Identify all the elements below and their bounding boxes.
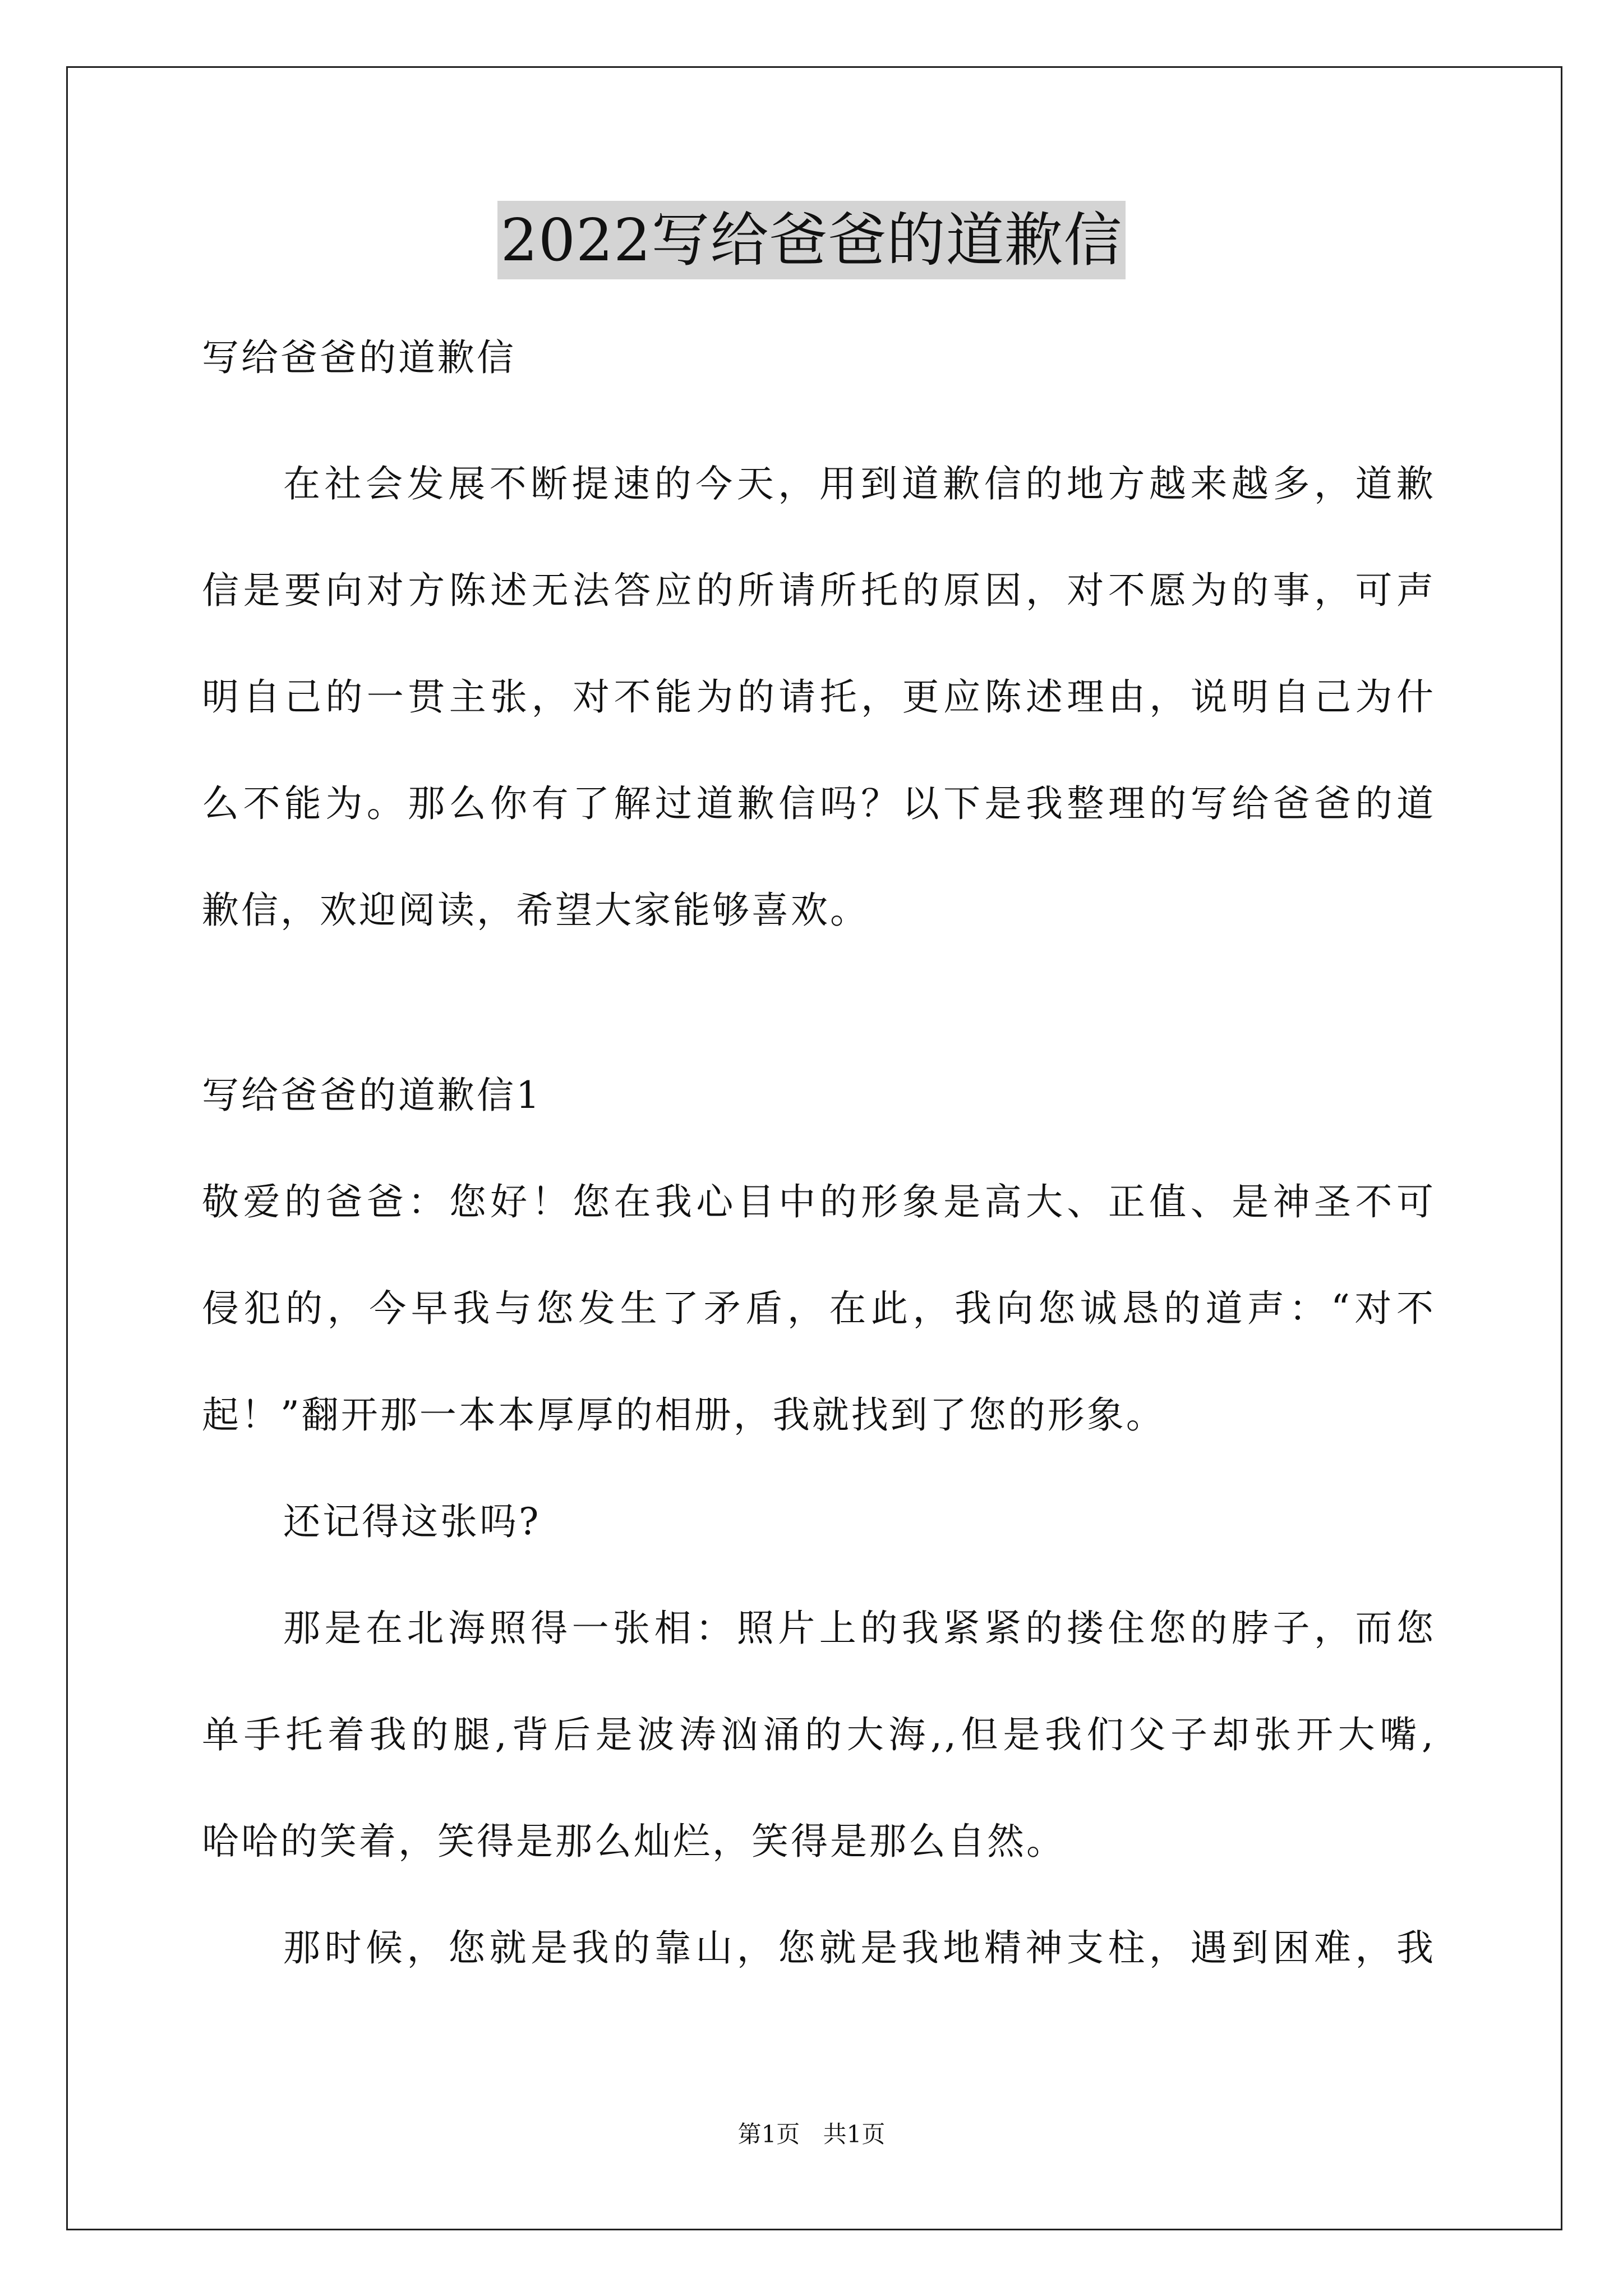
paragraph-line: 歉信，欢迎阅读，希望大家能够喜欢。	[202, 889, 869, 932]
paragraph-line: 单手托着我的腿,背后是波涛汹涌的大海,,但是我们父子却张开大嘴,	[202, 1713, 1436, 1756]
paragraph-line: 那是在北海照得一张相：照片上的我紧紧的搂住您的脖子，而您	[283, 1607, 1436, 1650]
document-title: 2022写给爸爸的道歉信	[497, 201, 1126, 279]
paragraph-line: 敬爱的爸爸：您好！您在我心目中的形象是高大、正值、是神圣不可	[202, 1180, 1436, 1223]
subtitle: 写给爸爸的道歉信	[202, 336, 516, 379]
paragraph-line: 信是要向对方陈述无法答应的所请所托的原因，对不愿为的事，可声	[202, 569, 1436, 612]
paragraph-line: 还记得这张吗?	[283, 1500, 541, 1543]
section-heading: 写给爸爸的道歉信1	[202, 1074, 542, 1117]
paragraph-line: 侵犯的，今早我与您发生了矛盾，在此，我向您诚恳的道声：“对不	[202, 1287, 1436, 1330]
paragraph-line: 在社会发展不断提速的今天，用到道歉信的地方越来越多，道歉	[283, 462, 1436, 505]
paragraph-line: 哈哈的笑着，笑得是那么灿烂，笑得是那么自然。	[202, 1820, 1066, 1863]
page-border	[66, 66, 1562, 2230]
paragraph-line: 起！”翻开那一本本厚厚的相册，我就找到了您的形象。	[202, 1393, 1165, 1437]
title-container	[0, 201, 1623, 279]
paragraph-line: 么不能为。那么你有了解过道歉信吗？以下是我整理的写给爸爸的道	[202, 782, 1436, 825]
page-number: 第1页	[737, 2120, 800, 2148]
paragraph-line: 那时候，您就是我的靠山，您就是我地精神支柱，遇到困难，我	[283, 1926, 1436, 1970]
page-footer	[0, 2118, 1623, 2151]
page-total: 共1页	[823, 2120, 886, 2148]
paragraph-line: 明自己的一贯主张，对不能为的请托，更应陈述理由，说明自己为什	[202, 675, 1436, 719]
